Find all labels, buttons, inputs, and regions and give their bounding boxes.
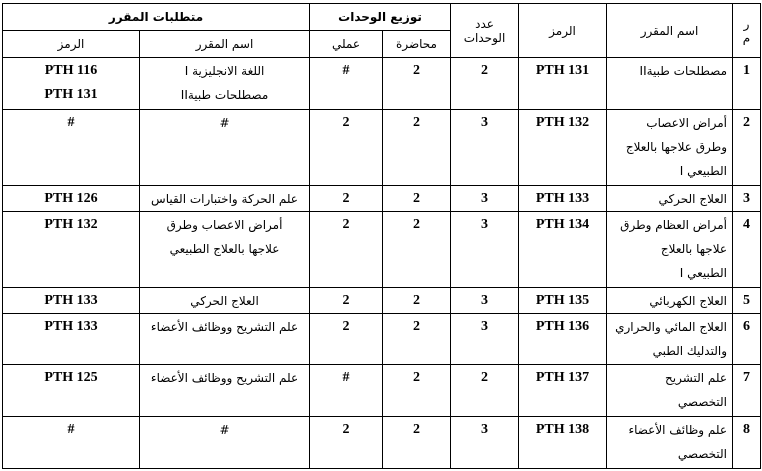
header-prereq-name: اسم المقرر: [140, 31, 310, 58]
table-row: [3, 110, 761, 186]
units-count: 3: [451, 110, 519, 186]
row-number: 6: [733, 314, 761, 365]
course-code: PTH 137: [519, 365, 607, 417]
prereq-code: PTH 125: [3, 365, 140, 417]
lecture-units: 2: [383, 417, 451, 469]
header-units-count: عدد الوحدات: [451, 4, 519, 58]
practical-units: #: [310, 365, 383, 417]
table-row: [3, 314, 761, 365]
lecture-units: 2: [383, 288, 451, 314]
row-number: 3: [733, 186, 761, 212]
table-row: [3, 288, 761, 314]
prereq-code: PTH 116 PTH 131: [3, 58, 140, 110]
row-number: 7: [733, 365, 761, 417]
course-code: PTH 136: [519, 314, 607, 365]
course-name: العلاج الكهربائي: [607, 288, 733, 314]
course-name: أمراض الاعصاب وطرق علاجها بالعلاج الطبيعي I: [607, 110, 733, 186]
prereq-name: العلاج الحركي: [140, 288, 310, 314]
course-name: العلاج المائي والحراري والتدليك الطبي: [607, 314, 733, 365]
course-code: PTH 135: [519, 288, 607, 314]
course-code: PTH 132: [519, 110, 607, 186]
units-count: 3: [451, 314, 519, 365]
practical-units: 2: [310, 186, 383, 212]
course-code: PTH 134: [519, 212, 607, 288]
course-code: PTH 133: [519, 186, 607, 212]
course-name: علم التشريح التخصصي: [607, 365, 733, 417]
lecture-units: 2: [383, 212, 451, 288]
units-count: 3: [451, 186, 519, 212]
row-number: 2: [733, 110, 761, 186]
prereq-code: PTH 133: [3, 288, 140, 314]
course-table: [2, 3, 761, 469]
header-units-distribution: توزيع الوحدات: [310, 4, 451, 31]
lecture-units: 2: [383, 365, 451, 417]
course-name: علم وظائف الأعضاء التخصصي: [607, 417, 733, 469]
units-count: 2: [451, 365, 519, 417]
course-name: مصطلحات طبيةII: [607, 58, 733, 110]
prereq-name: علم الحركة واختبارات القياس: [140, 186, 310, 212]
row-number: 8: [733, 417, 761, 469]
course-code: PTH 131: [519, 58, 607, 110]
lecture-units: 2: [383, 186, 451, 212]
table-row: [3, 58, 761, 110]
course-name: العلاج الحركي: [607, 186, 733, 212]
row-number: 5: [733, 288, 761, 314]
header-prerequisites: متطلبات المقرر: [3, 4, 310, 31]
table-row: [3, 186, 761, 212]
units-count: 2: [451, 58, 519, 110]
header-prereq-code: الرمز: [3, 31, 140, 58]
header-lecture: محاضرة: [383, 31, 451, 58]
header-code: الرمز: [519, 4, 607, 58]
units-count: 3: [451, 212, 519, 288]
units-count: 3: [451, 417, 519, 469]
row-number: 1: [733, 58, 761, 110]
table-row: [3, 212, 761, 288]
prereq-code: PTH 126: [3, 186, 140, 212]
prereq-name: علم التشريح ووظائف الأعضاء: [140, 314, 310, 365]
lecture-units: 2: [383, 58, 451, 110]
prereq-name: أمراض الاعصاب وطرق علاجها بالعلاج الطبيعي: [140, 212, 310, 288]
header-practical: عملي: [310, 31, 383, 58]
practical-units: #: [310, 58, 383, 110]
practical-units: 2: [310, 314, 383, 365]
prereq-code: PTH 132: [3, 212, 140, 288]
practical-units: 2: [310, 212, 383, 288]
practical-units: 2: [310, 417, 383, 469]
row-number: 4: [733, 212, 761, 288]
prereq-code: #: [3, 417, 140, 469]
practical-units: 2: [310, 110, 383, 186]
prereq-name: #: [140, 417, 310, 469]
prereq-code: PTH 133: [3, 314, 140, 365]
lecture-units: 2: [383, 110, 451, 186]
practical-units: 2: [310, 288, 383, 314]
course-name: أمراض العظام وطرق علاجها بالعلاج الطبيعي I: [607, 212, 733, 288]
course-code: PTH 138: [519, 417, 607, 469]
prereq-name: #: [140, 110, 310, 186]
prereq-code: #: [3, 110, 140, 186]
lecture-units: 2: [383, 314, 451, 365]
header-number: ر م: [733, 4, 761, 58]
table-row: [3, 365, 761, 417]
units-count: 3: [451, 288, 519, 314]
header-course-name: اسم المقرر: [607, 4, 733, 58]
prereq-name: اللغة الانجليزية I مصطلحات طبيةII: [140, 58, 310, 110]
table-row: [3, 417, 761, 469]
prereq-name: علم التشريح ووظائف الأعضاء: [140, 365, 310, 417]
